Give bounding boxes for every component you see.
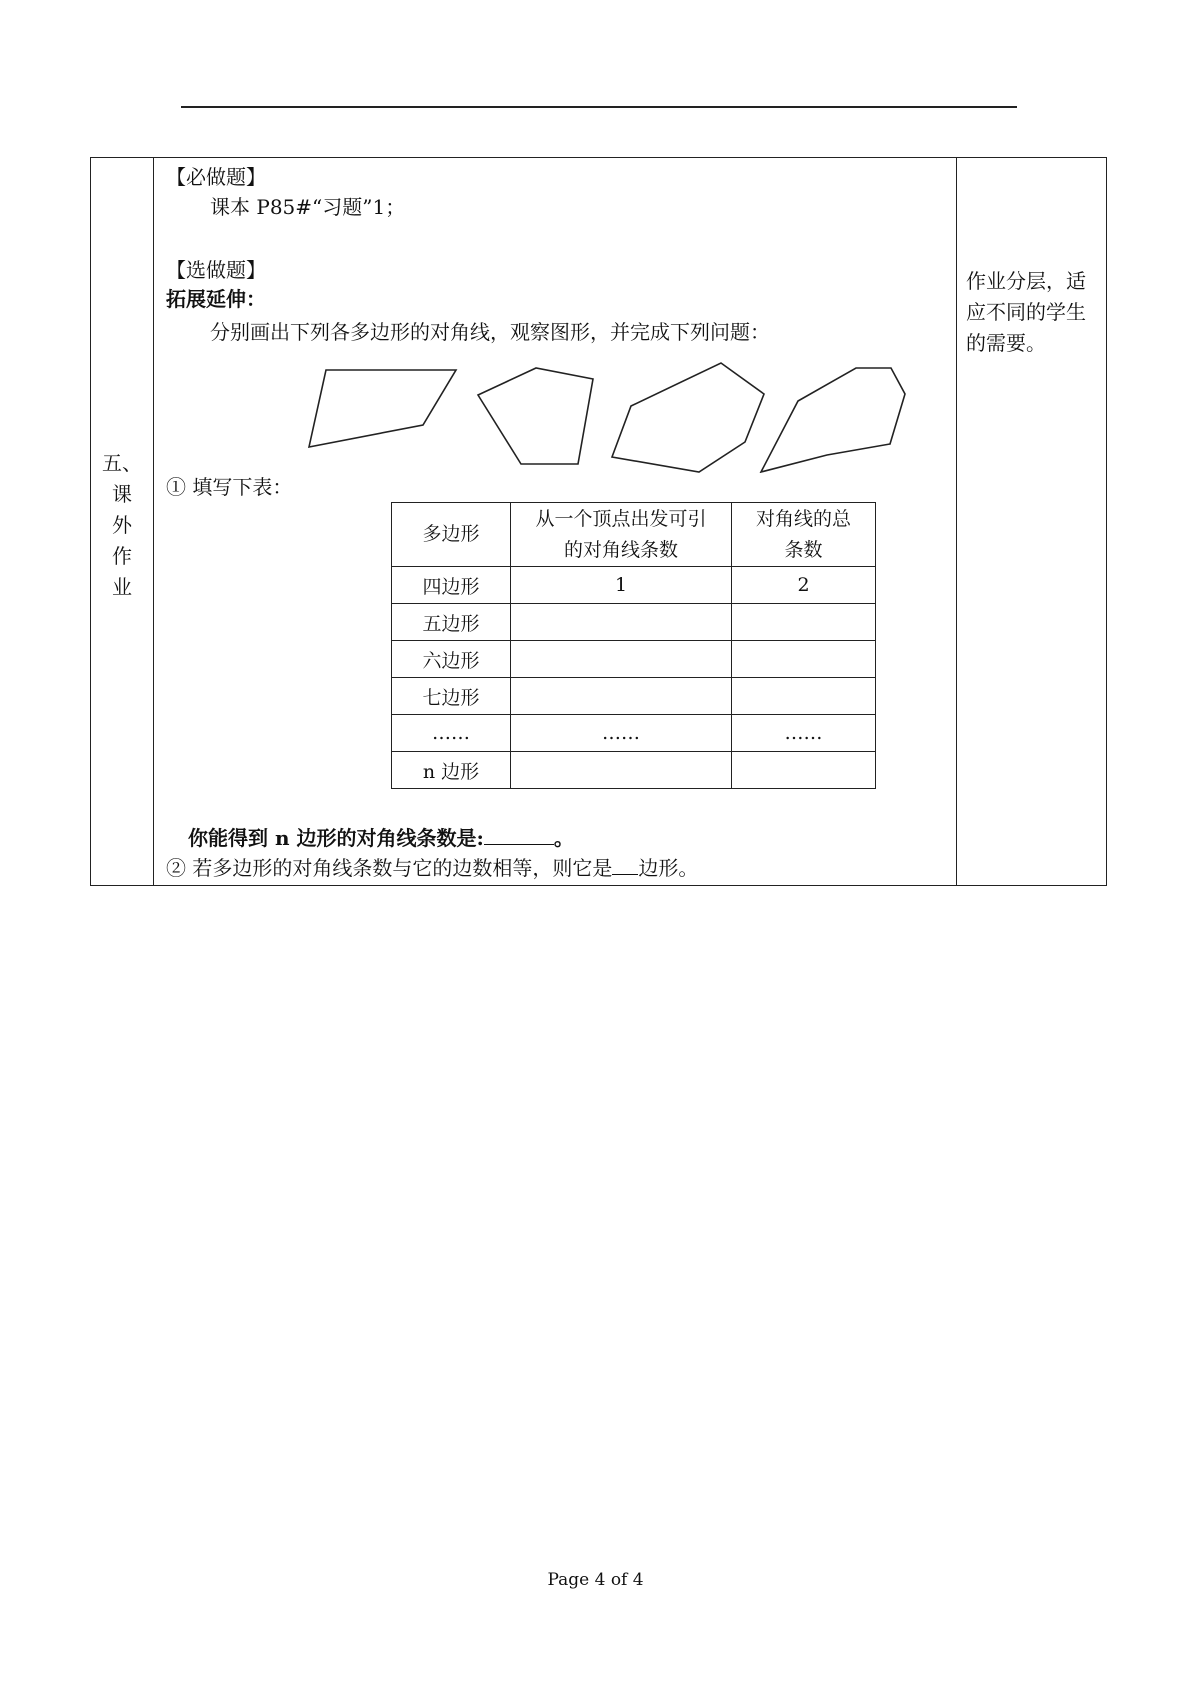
question-text: 你能得到 n 边形的对角线条数是:	[188, 826, 484, 850]
total-diagonals-cell[interactable]	[732, 678, 876, 715]
task2-line	[166, 855, 698, 881]
diagonals-from-vertex-cell[interactable]	[511, 678, 732, 715]
diagonals-from-vertex-cell[interactable]: 1	[511, 567, 732, 604]
section-label-line: 课	[112, 482, 132, 506]
note-line: 作业分层，适	[966, 269, 1086, 293]
table-row	[392, 567, 876, 604]
header-cell-line: 多边形	[422, 523, 480, 545]
hexagon-shape	[612, 363, 764, 472]
section-label-line: 外	[112, 513, 132, 537]
optional-heading: 【选做题】	[166, 258, 266, 282]
column-divider	[956, 158, 957, 885]
page-footer: Page 4 of 4	[547, 1570, 644, 1590]
required-text: 课本 P85#“习题”1；	[210, 195, 406, 219]
polygon-cell: 七边形	[392, 678, 511, 715]
task2-text: ② 若多边形的对角线条数与它的边数相等，则它是	[166, 856, 613, 880]
table-row	[392, 604, 876, 641]
header-cell	[732, 503, 876, 567]
header-cell-line: 条数	[784, 538, 823, 561]
header-cell-line: 从一个顶点出发可引	[535, 507, 707, 530]
section-label	[101, 448, 143, 603]
answer-blank[interactable]	[612, 856, 638, 875]
task1-label: ① 填写下表：	[166, 475, 293, 499]
diagonals-from-vertex-cell[interactable]	[511, 604, 732, 641]
teacher-note	[966, 266, 1100, 359]
total-diagonals-cell[interactable]	[732, 752, 876, 789]
note-line: 的需要。	[966, 331, 1046, 355]
required-heading: 【必做题】	[166, 165, 266, 189]
section-label-line: 作	[112, 544, 132, 568]
table-row	[392, 678, 876, 715]
heptagon-shape	[761, 368, 905, 472]
diagonals-from-vertex-cell: ……	[511, 715, 732, 752]
diagonal-table	[391, 502, 876, 789]
polygon-cell: n 边形	[392, 752, 511, 789]
pentagon-shape	[478, 368, 593, 464]
extension-heading: 拓展延伸：	[166, 287, 266, 311]
note-line: 应不同的学生	[966, 300, 1086, 324]
question-end: 。	[553, 826, 574, 850]
total-diagonals-cell[interactable]: 2	[732, 567, 876, 604]
quadrilateral-shape	[309, 370, 456, 447]
total-diagonals-cell: ……	[732, 715, 876, 752]
table-header-row	[392, 503, 876, 567]
polygon-figures	[231, 343, 951, 473]
table-row	[392, 752, 876, 789]
answer-blank[interactable]	[484, 826, 554, 845]
table-row	[392, 715, 876, 752]
diagonals-from-vertex-cell[interactable]	[511, 641, 732, 678]
polygon-cell: 四边形	[392, 567, 511, 604]
polygon-cell: ……	[392, 715, 511, 752]
polygon-cell: 五边形	[392, 604, 511, 641]
question-line	[188, 825, 574, 851]
diagonals-from-vertex-cell[interactable]	[511, 752, 732, 789]
header-rule	[181, 106, 1017, 108]
section-label-line: 五、	[102, 451, 142, 475]
header-cell	[392, 503, 511, 567]
header-cell-line: 的对角线条数	[563, 538, 678, 561]
table-row	[392, 641, 876, 678]
header-cell	[511, 503, 732, 567]
instruction-text: 分别画出下列各多边形的对角线，观察图形，并完成下列问题：	[210, 320, 770, 344]
task2-end: 边形。	[638, 856, 699, 880]
polygon-cell: 六边形	[392, 641, 511, 678]
homework-table	[90, 157, 1107, 886]
header-cell-line: 对角线的总	[755, 507, 851, 530]
total-diagonals-cell[interactable]	[732, 641, 876, 678]
column-divider	[153, 158, 154, 885]
section-label-line: 业	[112, 575, 132, 599]
total-diagonals-cell[interactable]	[732, 604, 876, 641]
